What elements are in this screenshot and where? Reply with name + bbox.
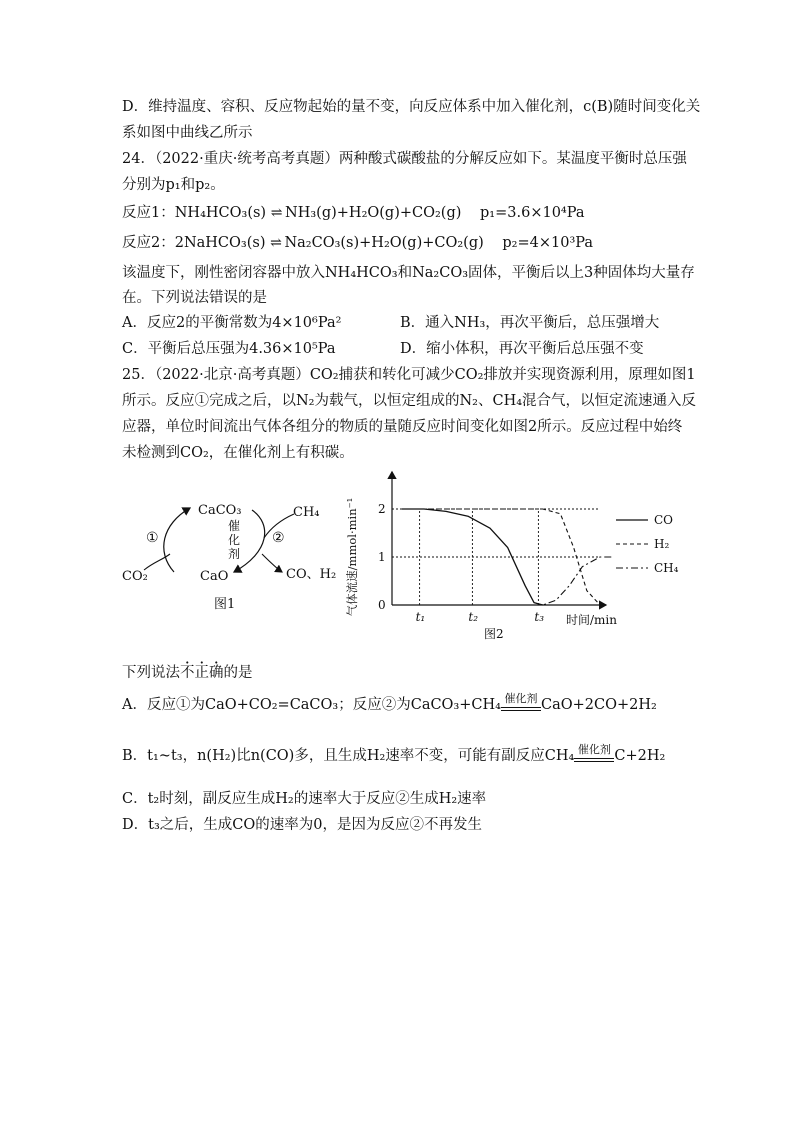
reaction1-marker: ① — [146, 530, 159, 546]
q25-stem-line2: 所示。反应①完成之后，以N₂为载气，以恒定组成的N₂、CH₄混合气，以恒定流速通入反 — [122, 393, 697, 409]
q25-stem-text: （2022·北京·高考真题）CO₂捕获和转化可减少CO₂排放并实现资源利用，原理如图1 — [154, 367, 696, 383]
x-axis-label: 时间/min — [566, 613, 617, 627]
x-tick-label-t2: t₂ — [468, 610, 479, 624]
reaction2-reactant: 2NaHCO₃(s) — [174, 235, 266, 251]
x-tick-label-t1: t₁ — [415, 610, 426, 624]
co2-label: CO₂ — [122, 569, 148, 584]
q24-reaction1 — [122, 203, 584, 223]
reaction1-products: NH₃(g)+H₂O(g)+CO₂(g) — [285, 205, 462, 221]
q23-option-d-line1: D．维持温度、容积、反应物起始的量不变，向反应体系中加入催化剂，c(B)随时间变化关 — [122, 99, 701, 115]
option-b-products: C+2H₂ — [614, 748, 666, 764]
q25-option-a[interactable] — [122, 692, 657, 715]
catalyst-text: 催化剂 — [504, 692, 538, 705]
cao-label: CaO — [200, 569, 229, 584]
figure2-flow-chart — [336, 462, 686, 642]
q25-stem-line3: 应器，单位时间流出气体各组分的物质的量随反应时间变化如图2所示。反应过程中始终 — [122, 419, 683, 435]
reaction1-reactant: NH₄HCO₃(s) — [174, 205, 267, 221]
series-line-ch4 — [534, 557, 613, 605]
equilibrium-arrow-icon: ⇌ — [270, 235, 280, 251]
q25-prompt — [122, 663, 253, 683]
q25-stem-line1 — [122, 365, 696, 385]
ch4-label: CH₄ — [293, 505, 320, 520]
catalyst-text: 催化剂 — [577, 743, 611, 756]
q25-option-d[interactable]: D．t₃之后，生成CO的速率为0，是因为反应②不再发生 — [122, 817, 482, 833]
reaction1-pressure: p₁=3.6×10⁴Pa — [480, 205, 585, 221]
option-a-products: CaO+2CO+2H₂ — [540, 697, 657, 713]
prompt-suffix: 的是 — [223, 665, 253, 681]
catalyst-label-char2: 化 — [228, 533, 241, 547]
legend-label-ch4: CH₄ — [654, 561, 679, 575]
co-h2-out-arrow — [262, 554, 282, 572]
reaction1-label: 反应1： — [122, 205, 175, 221]
co-h2-label: CO、H₂ — [286, 567, 337, 582]
q24-stem-text: （2022·重庆·统考高考真题）两种酸式碳酸盐的分解反应如下。某温度平衡时总压强 — [154, 151, 687, 167]
catalyst-arrow-icon — [501, 692, 541, 715]
prompt-prefix: 下列说法 — [122, 665, 180, 681]
y-tick-label-1: 1 — [378, 550, 386, 564]
reaction2-label: 反应2： — [122, 235, 175, 251]
option-b-text: B．t₁~t₃，n(H₂)比n(CO)多，且生成H₂速率不变，可能有副反应CH₄ — [122, 748, 575, 764]
reaction2-marker: ② — [272, 530, 285, 546]
q23-option-d-line2: 系如图中曲线乙所示 — [122, 125, 253, 141]
prompt-emphasis-3: 确 — [209, 665, 224, 681]
q25-option-b[interactable] — [122, 743, 666, 766]
q24-context-line2: 在。下列说法错误的是 — [122, 290, 267, 306]
y-axis-label: 气体流速/mmol·min⁻¹ — [345, 497, 359, 617]
prompt-emphasis-2: 正 — [194, 665, 209, 681]
option-a-reactants: A．反应①为CaO+CO₂=CaCO₃；反应②为CaCO₃+CH₄ — [122, 697, 501, 713]
q25-number: 25． — [122, 367, 155, 383]
figure2-caption: 图2 — [484, 627, 504, 641]
figure1-caption: 图1 — [214, 597, 236, 612]
q24-number: 24． — [122, 151, 155, 167]
catalyst-arrow-icon — [574, 743, 614, 766]
arrow-cao-to-caco3 — [164, 508, 190, 572]
figure1-cycle-diagram — [112, 490, 352, 620]
q25-option-c[interactable]: C．t₂时刻，副反应生成H₂的速率大于反应②生成H₂速率 — [122, 791, 487, 807]
prompt-emphasis-1: 不 — [180, 665, 195, 681]
reaction2-pressure: p₂=4×10³Pa — [502, 235, 594, 251]
catalyst-label-char1: 催 — [228, 519, 241, 533]
legend-label-co: CO — [654, 513, 674, 527]
y-tick-label-0: 0 — [378, 598, 386, 612]
q24-option-d[interactable]: D．缩小体积，再次平衡后总压强不变 — [400, 341, 644, 357]
catalyst-label-char3: 剂 — [228, 547, 241, 561]
q25-stem-line4: 未检测到CO₂，在催化剂上有积碳。 — [122, 445, 354, 461]
q24-option-a[interactable]: A．反应2的平衡常数为4×10⁶Pa² — [122, 315, 342, 331]
co2-feed-line — [144, 554, 170, 570]
equilibrium-arrow-icon: ⇌ — [270, 205, 281, 221]
caco3-label: CaCO₃ — [198, 503, 242, 518]
q24-reaction2 — [122, 233, 593, 253]
reaction2-products: Na₂CO₃(s)+H₂O(g)+CO₂(g) — [284, 235, 484, 251]
x-tick-label-t3: t₃ — [534, 610, 545, 624]
y-tick-label-2: 2 — [378, 502, 386, 516]
q24-option-c[interactable]: C．平衡后总压强为4.36×10⁵Pa — [122, 341, 336, 357]
legend-label-h2: H₂ — [654, 537, 670, 551]
q24-option-b[interactable]: B．通入NH₃，再次平衡后，总压强增大 — [400, 315, 660, 331]
q24-context-line1: 该温度下，刚性密闭容器中放入NH₄HCO₃和Na₂CO₃固体，平衡后以上3种固体均大量存 — [122, 265, 695, 281]
q24-stem-line1 — [122, 149, 687, 169]
q24-stem-line2: 分别为p₁和p₂。 — [122, 177, 225, 193]
